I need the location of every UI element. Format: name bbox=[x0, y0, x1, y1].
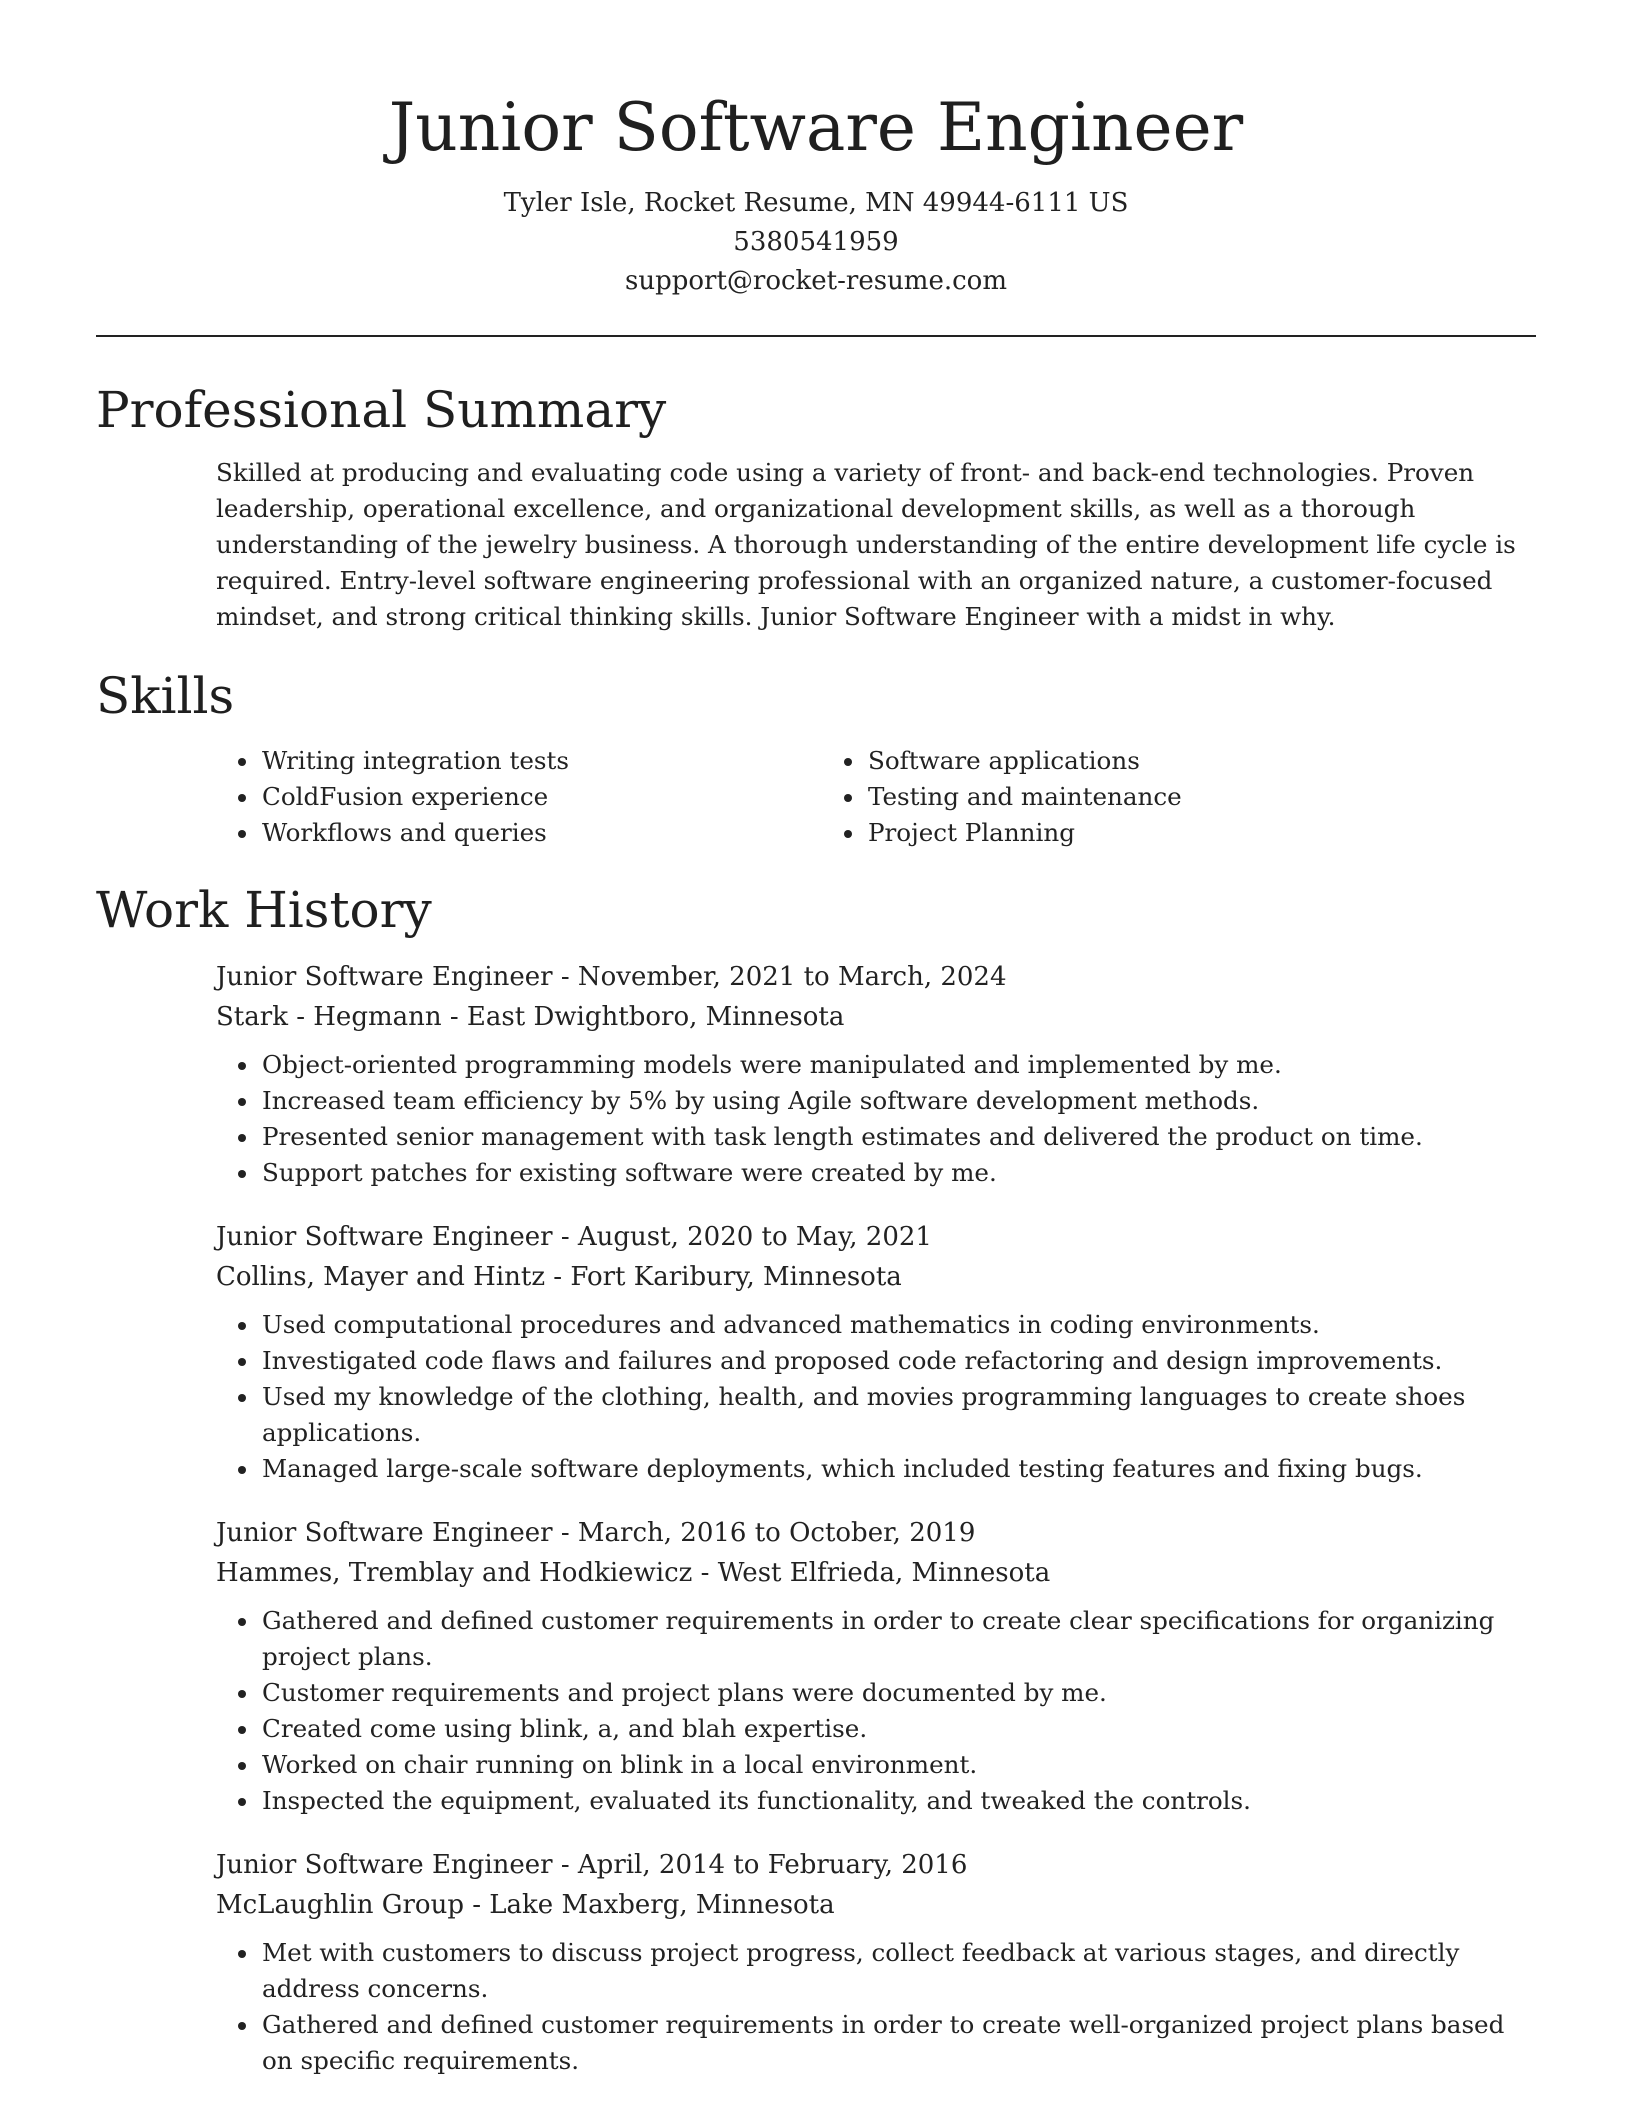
job-entry bbox=[216, 957, 1536, 1191]
job-role: Junior Software Engineer bbox=[216, 1850, 553, 1880]
skills-column-left bbox=[216, 743, 822, 851]
contact-phone: 5380541959 bbox=[733, 227, 899, 257]
skill-item: • Writing integration tests bbox=[260, 743, 822, 779]
job-company: Collins, Mayer and Hintz bbox=[216, 1262, 546, 1292]
job-bullet: • Gathered and defined customer requirements in order to create well-organized project plans based on specific requirements. bbox=[260, 2007, 1536, 2079]
job-company: Stark - Hegmann bbox=[216, 1002, 442, 1032]
skills-heading: Skills bbox=[96, 667, 235, 725]
skill-item: • Software applications bbox=[866, 743, 1428, 779]
job-bullet: • Support patches for existing software were created by me. bbox=[260, 1155, 1536, 1191]
job-company-line bbox=[216, 1553, 1536, 1593]
job-company: McLaughlin Group bbox=[216, 1890, 464, 1920]
job-title-line bbox=[216, 1217, 1536, 1257]
summary-text: Skilled at producing and evaluating code using a variety of front- and back-end technologies. Proven leadership, operational excellence, and organizational development skills, as well as a thorough understanding of the jewelry business. A thorough understanding of the entire development life cycle is required. Entry-level software engineering professional with an organized nature, a customer-focused mindset, and strong critical thinking skills. Junior Software Engineer with a midst in why. bbox=[216, 458, 1516, 631]
job-entry bbox=[216, 1513, 1536, 1819]
job-bullet: • Used computational procedures and advanced mathematics in coding environments. bbox=[260, 1307, 1536, 1343]
job-bullets bbox=[216, 1047, 1536, 1191]
job-location: - Lake Maxberg, Minnesota bbox=[463, 1890, 835, 1920]
work-history-heading: Work History bbox=[96, 881, 432, 939]
job-bullet: • Used my knowledge of the clothing, health, and movies programming languages to create shoes applications. bbox=[260, 1379, 1536, 1451]
job-entry bbox=[216, 1845, 1536, 2079]
job-dates: - August, 2020 to May, 2021 bbox=[552, 1222, 932, 1252]
job-company-line bbox=[216, 1257, 1536, 1297]
job-location: - East Dwightboro, Minnesota bbox=[441, 1002, 845, 1032]
job-bullet: • Object-oriented programming models were manipulated and implemented by me. bbox=[260, 1047, 1536, 1083]
job-bullet: • Gathered and defined customer requirements in order to create clear specifications for organizing project plans. bbox=[260, 1603, 1536, 1675]
job-bullets bbox=[216, 1603, 1536, 1819]
skills-column-right bbox=[822, 743, 1428, 851]
skills-list bbox=[216, 743, 1536, 851]
contact-address: Tyler Isle, Rocket Resume, MN 49944-6111 US bbox=[503, 188, 1129, 218]
job-entry bbox=[216, 1217, 1536, 1487]
skill-item: • Project Planning bbox=[866, 815, 1428, 851]
job-dates: - March, 2016 to October, 2019 bbox=[552, 1518, 976, 1548]
job-bullet: • Customer requirements and project plans were documented by me. bbox=[260, 1675, 1536, 1711]
contact-email: support@rocket-resume.com bbox=[624, 266, 1007, 296]
job-role: Junior Software Engineer bbox=[216, 962, 553, 992]
header-divider bbox=[96, 335, 1536, 337]
contact-info bbox=[96, 184, 1536, 301]
skill-item: • ColdFusion experience bbox=[260, 779, 822, 815]
skill-item: • Testing and maintenance bbox=[866, 779, 1428, 815]
job-company-line bbox=[216, 1885, 1536, 1925]
job-dates: - April, 2014 to February, 2016 bbox=[552, 1850, 968, 1880]
resume-header bbox=[96, 0, 1536, 301]
job-bullet: • Worked on chair running on blink in a local environment. bbox=[260, 1747, 1536, 1783]
job-bullets bbox=[216, 1935, 1536, 2079]
job-company-line bbox=[216, 997, 1536, 1037]
skill-item: • Workflows and queries bbox=[260, 815, 822, 851]
job-dates: - November, 2021 to March, 2024 bbox=[552, 962, 1007, 992]
job-bullet: • Investigated code flaws and failures and proposed code refactoring and design improvements. bbox=[260, 1343, 1536, 1379]
candidate-name: Junior Software Engineer bbox=[388, 89, 1244, 166]
job-location: - Fort Karibury, Minnesota bbox=[545, 1262, 902, 1292]
job-role: Junior Software Engineer bbox=[216, 1222, 553, 1252]
job-bullet: • Presented senior management with task length estimates and delivered the product on time. bbox=[260, 1119, 1536, 1155]
summary-heading: Professional Summary bbox=[96, 381, 667, 439]
job-bullet: • Met with customers to discuss project progress, collect feedback at various stages, and directly address concerns. bbox=[260, 1935, 1536, 2007]
job-bullet: • Created come using blink, a, and blah expertise. bbox=[260, 1711, 1536, 1747]
job-bullets bbox=[216, 1307, 1536, 1487]
job-title-line bbox=[216, 1845, 1536, 1885]
job-title-line bbox=[216, 1513, 1536, 1553]
job-company: Hammes, Tremblay and Hodkiewicz bbox=[216, 1558, 693, 1588]
job-bullet: • Inspected the equipment, evaluated its functionality, and tweaked the controls. bbox=[260, 1783, 1536, 1819]
job-role: Junior Software Engineer bbox=[216, 1518, 553, 1548]
job-bullet: • Managed large-scale software deployments, which included testing features and fixing bugs. bbox=[260, 1451, 1536, 1487]
job-location: - West Elfrieda, Minnesota bbox=[692, 1558, 1051, 1588]
job-title-line bbox=[216, 957, 1536, 997]
job-bullet: • Increased team efficiency by 5% by using Agile software development methods. bbox=[260, 1083, 1536, 1119]
